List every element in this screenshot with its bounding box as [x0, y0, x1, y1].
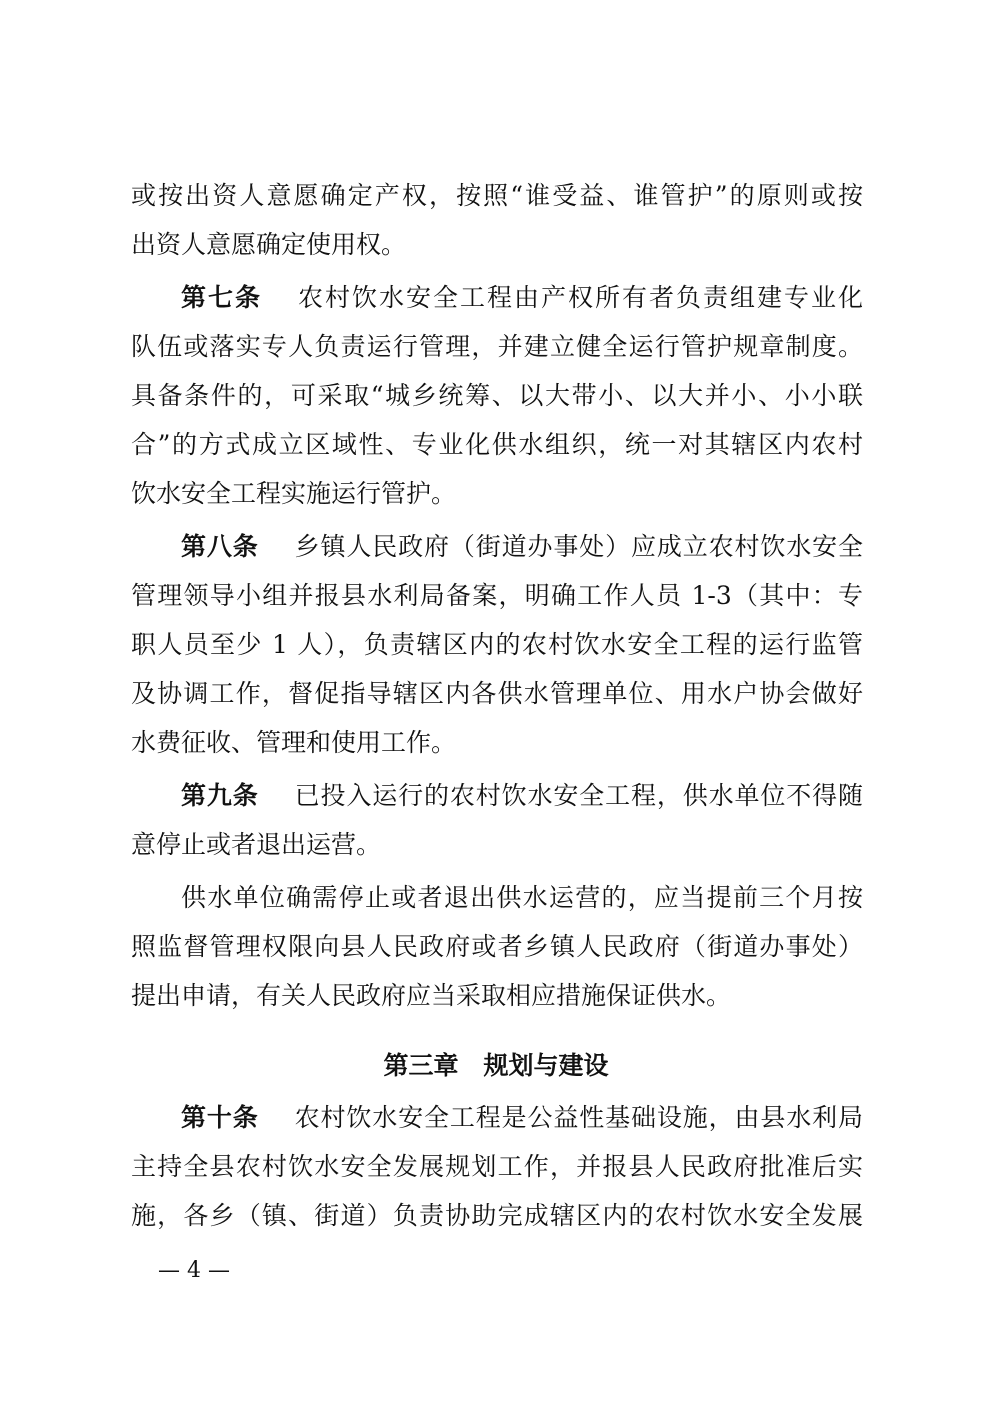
paragraph-line: 主持全县农村饮水安全发展规划工作，并报县人民政府批准后实 [131, 1152, 863, 1181]
article-7-heading: 第七条 [181, 283, 262, 312]
page-number: — 4 — [158, 1258, 230, 1283]
paragraph-line: 管理领导小组并报县水利局备案，明确工作人员 1-3（其中：专 [131, 581, 863, 610]
paragraph-line: 及协调工作，督促指导辖区内各供水管理单位、用水户协会做好 [131, 679, 863, 708]
paragraph-line: 或按出资人意愿确定产权，按照“谁受益、谁管护”的原则或按 [131, 181, 863, 210]
article-10-line [181, 1098, 863, 1138]
chapter-title: 第三章 规划与建设 [383, 1051, 609, 1080]
paragraph-line: 职人员至少 1 人），负责辖区内的农村饮水安全工程的运行监管 [131, 630, 863, 659]
paragraph-line: 照监督管理权限向县人民政府或者乡镇人民政府（街道办事处） [131, 932, 863, 961]
paragraph-line: 出资人意愿确定使用权。 [131, 230, 407, 259]
paragraph-line: 合”的方式成立区域性、专业化供水组织，统一对其辖区内农村 [131, 430, 863, 459]
paragraph-line: 队伍或落实专人负责运行管理，并建立健全运行管护规章制度。 [131, 332, 863, 361]
paragraph-line: 水费征收、管理和使用工作。 [131, 728, 457, 757]
paragraph-line: 供水单位确需停止或者退出供水运营的，应当提前三个月按 [181, 883, 863, 912]
article-8-line [181, 527, 863, 567]
paragraph-line: 具备条件的，可采取“城乡统筹、以大带小、以大并小、小小联 [131, 381, 863, 410]
paragraph-text: 已投入运行的农村饮水安全工程，供水单位不得随 [294, 781, 863, 810]
article-9-line [181, 776, 863, 816]
paragraph-line: 提出申请，有关人民政府应当采取相应措施保证供水。 [131, 981, 732, 1010]
article-8-heading: 第八条 [181, 532, 259, 561]
paragraph-line: 饮水安全工程实施运行管护。 [131, 479, 457, 508]
paragraph-line: 意停止或者退出运营。 [131, 830, 382, 859]
paragraph-text: 农村饮水安全工程由产权所有者负责组建专业化 [298, 283, 863, 312]
article-7-line [181, 278, 863, 318]
article-10-heading: 第十条 [181, 1103, 259, 1132]
paragraph-text: 乡镇人民政府（街道办事处）应成立农村饮水安全 [294, 532, 863, 561]
paragraph-line: 施，各乡（镇、街道）负责协助完成辖区内的农村饮水安全发展 [131, 1201, 863, 1230]
paragraph-text: 农村饮水安全工程是公益性基础设施，由县水利局 [294, 1103, 863, 1132]
article-9-heading: 第九条 [181, 781, 259, 810]
